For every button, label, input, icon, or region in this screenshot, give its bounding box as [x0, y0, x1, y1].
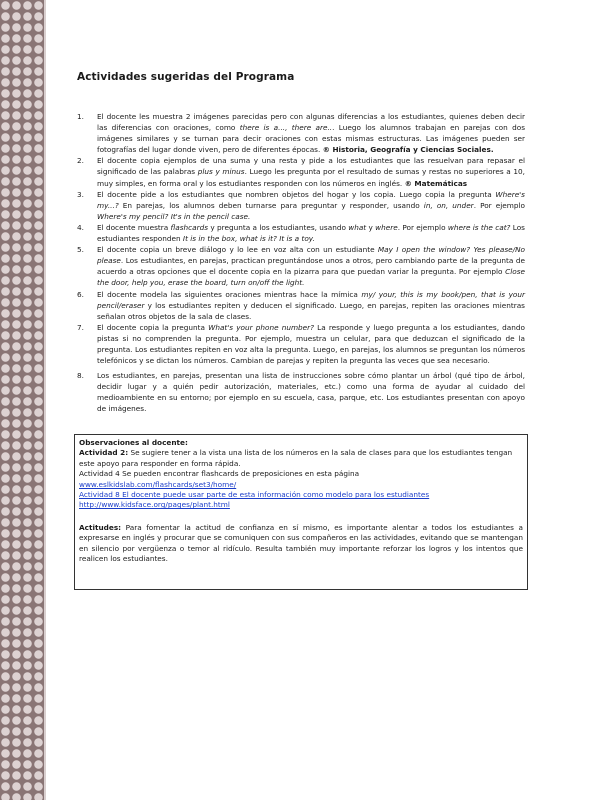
activity-number: 7. [77, 322, 84, 332]
activity-hint: my/ your, this is my book/pen, that is your pencil/eraser [97, 289, 525, 310]
activity-item-3 [77, 189, 525, 222]
activity-item-4 [77, 222, 525, 244]
activity-hint: flashcards [170, 222, 209, 232]
activity-text: . Luego los alumnos trabajan en parejas con dos imágenes similares y se turnan para decir oraciones con estas mismas estructuras. Las imágenes pueden ser fotografías del lugar donde viven, pero de diferentes épocas. [97, 123, 525, 155]
activity-hint: May I open the window? Yes please/No please [97, 245, 525, 266]
activity-text: . Los estudiantes, en parejas, practican preguntándose unos a otros, pero cambiando parte de la pregunta de acuerdo a otras opciones que el docente copia en la pizarra para que puedan variar la pregunta. Por ejemplo [97, 256, 525, 277]
activity-hint: Where's my pencil? It's in the pencil case. [97, 211, 251, 221]
activity-item-6 [77, 289, 525, 322]
activity-text: El docente copia la pregunta [97, 322, 209, 332]
activity-text: La responde y luego pregunta a los estudiantes, dando pistas si no comprenden la pregunta. Por ejemplo, muestra un celular, para que deduzcan el significado de la pregunta. Los estudiantes repiten en voz alta la pregunta. Luego, en parejas, los alumnos se preguntan los números telefónicos y se dictan los números. Cambian de parejas y repiten la pregunta las veces que sea necesario. [97, 322, 525, 366]
plant-page-link[interactable]: http://www.kidsface.org/pages/plant.html [79, 500, 230, 510]
activity-hint: where [375, 222, 398, 232]
activity-hint: in, on, under [423, 200, 474, 210]
teacher-observations-box [74, 434, 528, 590]
activity-text: y los estudiantes repiten y deducen el significado. Luego, en parejas, repiten las oraciones mientras señalan otros objetos de la sala de clases. [97, 300, 525, 321]
activity-hint: there is a..., there are.. [239, 123, 333, 133]
activity-number: 6. [77, 289, 84, 299]
page-title: Actividades sugeridas del Programa [77, 71, 295, 83]
attitudes-text: Para fomentar la actitud de confianza en sí mismo, es importante alentar a todos los estudiantes a expresarse en inglés y procurar que se comuniquen con sus compañeros en las actividades, evitando que se mantengan en silencio por vergüenza o temor al ridículo. Resulta también muy importante reforzar los logros y los intentos que realicen los estudiantes. [79, 522, 523, 564]
flashcards-link[interactable]: www.eslkidslab.com/flashcards/set3/home/ [79, 479, 237, 489]
activity-number: 1. [77, 112, 84, 121]
activity-text: El docente muestra [97, 222, 171, 232]
binding-edge [44, 0, 46, 800]
activity-item-1 [77, 111, 525, 155]
observation-activity-2 [79, 448, 523, 469]
activity-hint: what [348, 222, 367, 232]
activity-text: El docente pide a los estudiantes que nombren objetos del hogar y los copia. Luego copia la pregunta [97, 189, 496, 199]
activity-hint: Where's my...? [97, 189, 525, 210]
activity-item-5 [77, 244, 525, 288]
activity-text: El docente les muestra 2 imágenes parecidas pero con algunas diferencias a los estudiantes, quienes deben decir las diferencias con oraciones, como [97, 112, 525, 133]
activity-text: . Por ejemplo [473, 200, 525, 210]
activity-number: 5. [77, 245, 84, 255]
activity-item-2 [77, 155, 525, 188]
activity-text: y pregunta a los estudiantes, usando [208, 222, 349, 232]
activity-number: 4. [77, 222, 84, 232]
activity-text: y [366, 222, 376, 232]
attitudes-note [79, 523, 523, 565]
activity-text: Los estudiantes responden [97, 222, 525, 244]
observation-activity-8: Actividad 8 El docente puede usar parte de esta información como modelo para los estudiantes [79, 490, 430, 500]
subject-tag: ® Matemáticas [404, 178, 468, 188]
activity-number: 2. [77, 156, 84, 166]
activity-number: 3. [77, 189, 84, 199]
spiral-binding [0, 0, 44, 800]
activity-text: . Luego les pregunta por el resultado de sumas y restas no superiores a 10, muy simples, en forma oral y los estudiantes responden con los números en inglés. [97, 167, 526, 188]
observation-text: Se sugiere tener a la vista una lista de los números en la sala de clases para que los estudiantes tengan este apoyo para responder en forma rápida. [79, 448, 513, 468]
activity-item-8 [77, 370, 525, 414]
observations-title: Observaciones al docente: [79, 438, 188, 447]
activity-text: El docente copia un breve diálogo y lo lee en voz alta con un estudiante [97, 245, 378, 255]
subject-tag: ® Historia, Geografía y Ciencias Sociales. [322, 145, 494, 155]
activity-hint: where is the cat? [447, 222, 511, 232]
activity-hint: It is in the box, what is it? It is a toy. [182, 234, 315, 244]
activity-number: 8. [77, 371, 84, 381]
activity-text: . Por ejemplo [397, 222, 448, 232]
attitudes-label: Actitudes: [79, 522, 122, 532]
activity-hint: What's your phone number? [208, 322, 315, 332]
activities-list [77, 111, 525, 415]
activity-text: El docente modela las siguientes oraciones mientras hace la mímica [97, 289, 362, 299]
observation-activity-4: Actividad 4 Se pueden encontrar flashcards de preposiciones en esta página [79, 469, 360, 479]
observation-label: Actividad 2: [79, 448, 129, 458]
activity-hint: Close the door, help you, erase the board, turn on/off the light. [97, 267, 525, 288]
activity-text: Los estudiantes, en parejas, presentan una lista de instrucciones sobre cómo plantar un árbol (qué tipo de árbol, decidir lugar y a quién pedir autorización, materiales, etc.) como una forma de ayudar al cuidado del medioambiente en su entorno; por ejemplo en su escuela, casa, parque, etc. Los estudiantes presentan con apoyo de imágenes. [97, 371, 525, 414]
activity-item-7 [77, 322, 525, 366]
activity-hint: plus y minus [197, 167, 245, 177]
activity-text: El docente copia ejemplos de una suma y una resta y pide a los estudiantes que las resuelvan para repasar el significado de las palabras [97, 156, 525, 177]
activity-text: En parejas, los alumnos deben turnarse para preguntar y responder, usando [118, 200, 424, 210]
